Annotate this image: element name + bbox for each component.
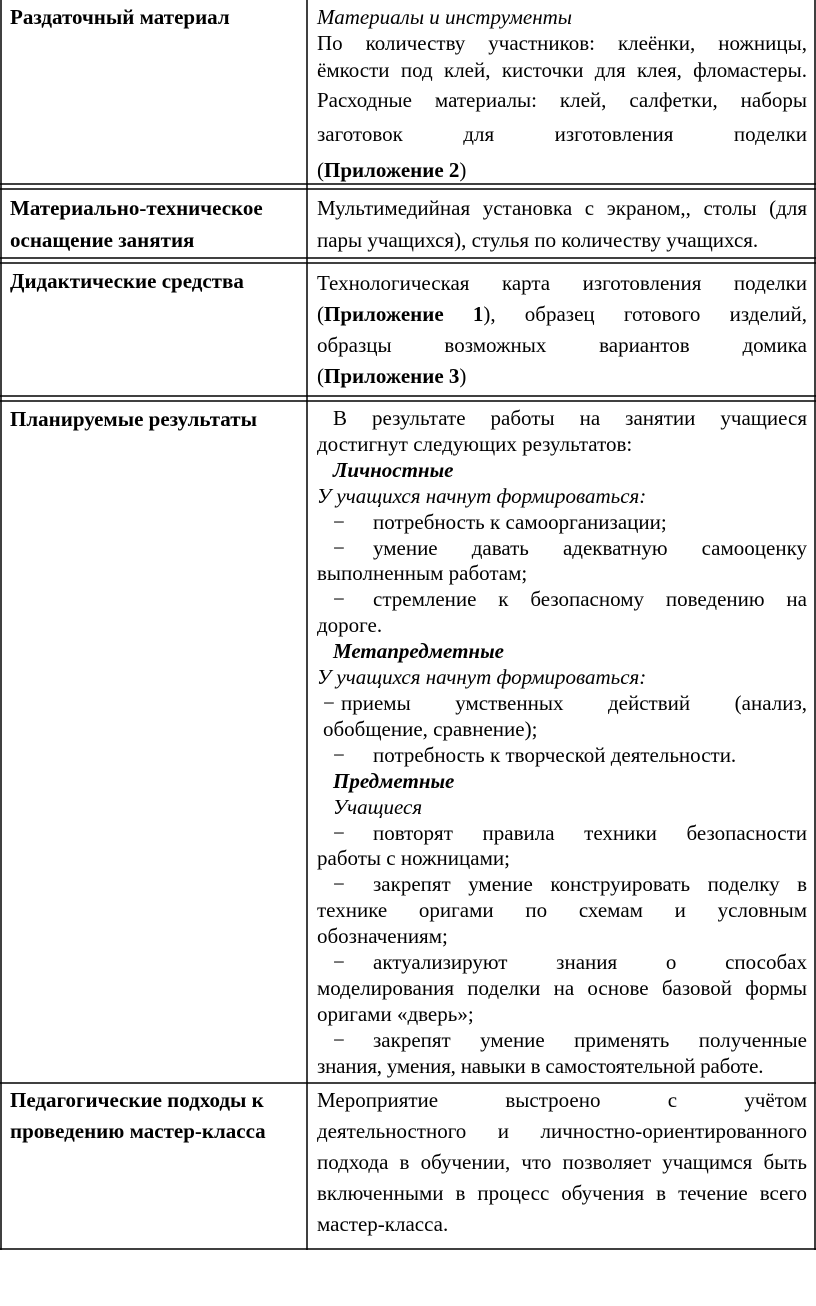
list-text: закрепят умение применять полученные bbox=[373, 1027, 807, 1052]
label-line: проведению мастер-класса bbox=[10, 1119, 266, 1143]
row-content-approaches bbox=[317, 1085, 807, 1240]
list-item bbox=[317, 1028, 807, 1054]
list-item bbox=[317, 510, 807, 536]
row-label-didactic: Дидактические средства bbox=[10, 269, 244, 293]
label-line: оснащение занятия bbox=[10, 228, 195, 252]
content-line: мастер-класса. bbox=[317, 1212, 449, 1236]
list-item-cont: работы с ножницами; bbox=[317, 846, 510, 871]
list-item-cont: дороге. bbox=[317, 613, 383, 638]
content-line: Мероприятие выстроено с учётом bbox=[317, 1088, 807, 1112]
list-text: стремление к безопасному поведению на bbox=[373, 587, 807, 612]
dash-bullet: − bbox=[333, 509, 345, 534]
appendix-ref bbox=[317, 361, 807, 392]
row-content-didactic bbox=[317, 268, 807, 392]
section-title-personal: Личностные bbox=[333, 457, 454, 482]
content-line: заготовок для изготовления поделки bbox=[317, 122, 807, 146]
label-line: Материально-техническое bbox=[10, 196, 263, 220]
content-text: ), образец готового изделий, bbox=[483, 302, 807, 326]
list-item-cont: обозначениям; bbox=[317, 924, 448, 949]
content-line: подхода в обучении, что позволяет учащимся быть bbox=[317, 1150, 807, 1174]
list-item-cont: оригами «дверь»; bbox=[317, 1001, 474, 1026]
paren: ) bbox=[459, 364, 467, 388]
paren: ( bbox=[317, 158, 324, 182]
row-label-results: Планируемые результаты bbox=[10, 407, 257, 431]
list-text: умение давать адекватную самооценку bbox=[373, 535, 807, 560]
dash-bullet: − bbox=[333, 950, 345, 975]
content-line: ёмкости под клей, кисточки для клея, фломастеры. bbox=[317, 58, 807, 82]
list-item bbox=[317, 872, 807, 898]
paren: ( bbox=[317, 364, 324, 388]
content-line: Расходные материалы: клей, салфетки, наборы bbox=[317, 88, 807, 112]
section-lead: У учащихся начнут формироваться: bbox=[317, 483, 647, 508]
dash-bullet: − bbox=[333, 820, 345, 845]
content-line: По количеству участников: клеёнки, ножницы, bbox=[317, 31, 807, 55]
list-text: закрепят умение конструировать поделку в bbox=[373, 872, 807, 897]
dash-bullet: − bbox=[333, 742, 345, 767]
content-line: В результате работы на занятии учащиеся bbox=[333, 406, 807, 430]
list-item-cont: моделирования поделки на основе базовой формы bbox=[317, 975, 807, 1000]
content-line: Мультимедийная установка с экраном,, столы (для bbox=[317, 196, 807, 220]
list-item bbox=[317, 821, 807, 847]
dash-bullet: − bbox=[333, 1027, 345, 1052]
appendix-link: Приложение 2 bbox=[324, 158, 460, 182]
row-content-results bbox=[317, 406, 807, 1080]
dash-bullet: − bbox=[323, 690, 335, 715]
paren: ) bbox=[459, 158, 467, 182]
row-label-approaches bbox=[10, 1085, 300, 1147]
list-item bbox=[317, 743, 807, 769]
label-line: Педагогические подходы к bbox=[10, 1088, 264, 1112]
content-line: деятельностного и личностно-ориентированного bbox=[317, 1119, 807, 1143]
list-item bbox=[317, 950, 807, 976]
list-text: актуализируют знания о способах bbox=[373, 950, 807, 975]
appendix-ref bbox=[317, 152, 807, 188]
row-label-equipment bbox=[10, 192, 300, 256]
list-item-cont: технике оригами по схемам и условным bbox=[317, 898, 807, 923]
dash-bullet: − bbox=[333, 535, 345, 560]
list-item bbox=[317, 691, 807, 717]
list-item-cont: знания, умения, навыки в самостоятельной работе. bbox=[317, 1053, 764, 1078]
row-label-handout: Раздаточный материал bbox=[10, 5, 230, 29]
section-lead: У учащихся начнут формироваться: bbox=[317, 665, 647, 690]
row-content-equipment bbox=[317, 192, 807, 256]
section-title-subject: Предметные bbox=[333, 768, 455, 793]
list-text: потребность к самоорганизации; bbox=[373, 509, 667, 534]
content-line: Технологическая карта изготовления поделки bbox=[317, 271, 807, 295]
appendix-link: Приложение 3 bbox=[324, 364, 460, 388]
materials-heading: Материалы и инструменты bbox=[317, 5, 573, 29]
paren: ( bbox=[317, 302, 324, 326]
content-line: включенными в процесс обучения в течение всего bbox=[317, 1181, 807, 1205]
content-line bbox=[317, 299, 807, 330]
list-item bbox=[317, 536, 807, 562]
section-title-meta: Метапредметные bbox=[333, 639, 504, 664]
content-line: достигнут следующих результатов: bbox=[317, 431, 633, 456]
appendix-link: Приложение 1 bbox=[324, 302, 484, 326]
content-line: пары учащихся), стулья по количеству учащихся. bbox=[317, 228, 759, 252]
list-text: потребность к творческой деятельности. bbox=[373, 742, 737, 767]
row-content-handout bbox=[317, 4, 807, 188]
dash-bullet: − bbox=[333, 872, 345, 897]
list-text: повторят правила техники безопасности bbox=[373, 820, 807, 845]
section-lead: Учащиеся bbox=[333, 794, 423, 819]
list-item-cont: обобщение, сравнение); bbox=[323, 716, 538, 741]
list-text: приемы умственных действий (анализ, bbox=[341, 690, 807, 715]
list-item-cont: выполненным работам; bbox=[317, 561, 528, 586]
list-item bbox=[317, 587, 807, 613]
content-line: образцы возможных вариантов домика bbox=[317, 333, 807, 357]
dash-bullet: − bbox=[333, 587, 345, 612]
